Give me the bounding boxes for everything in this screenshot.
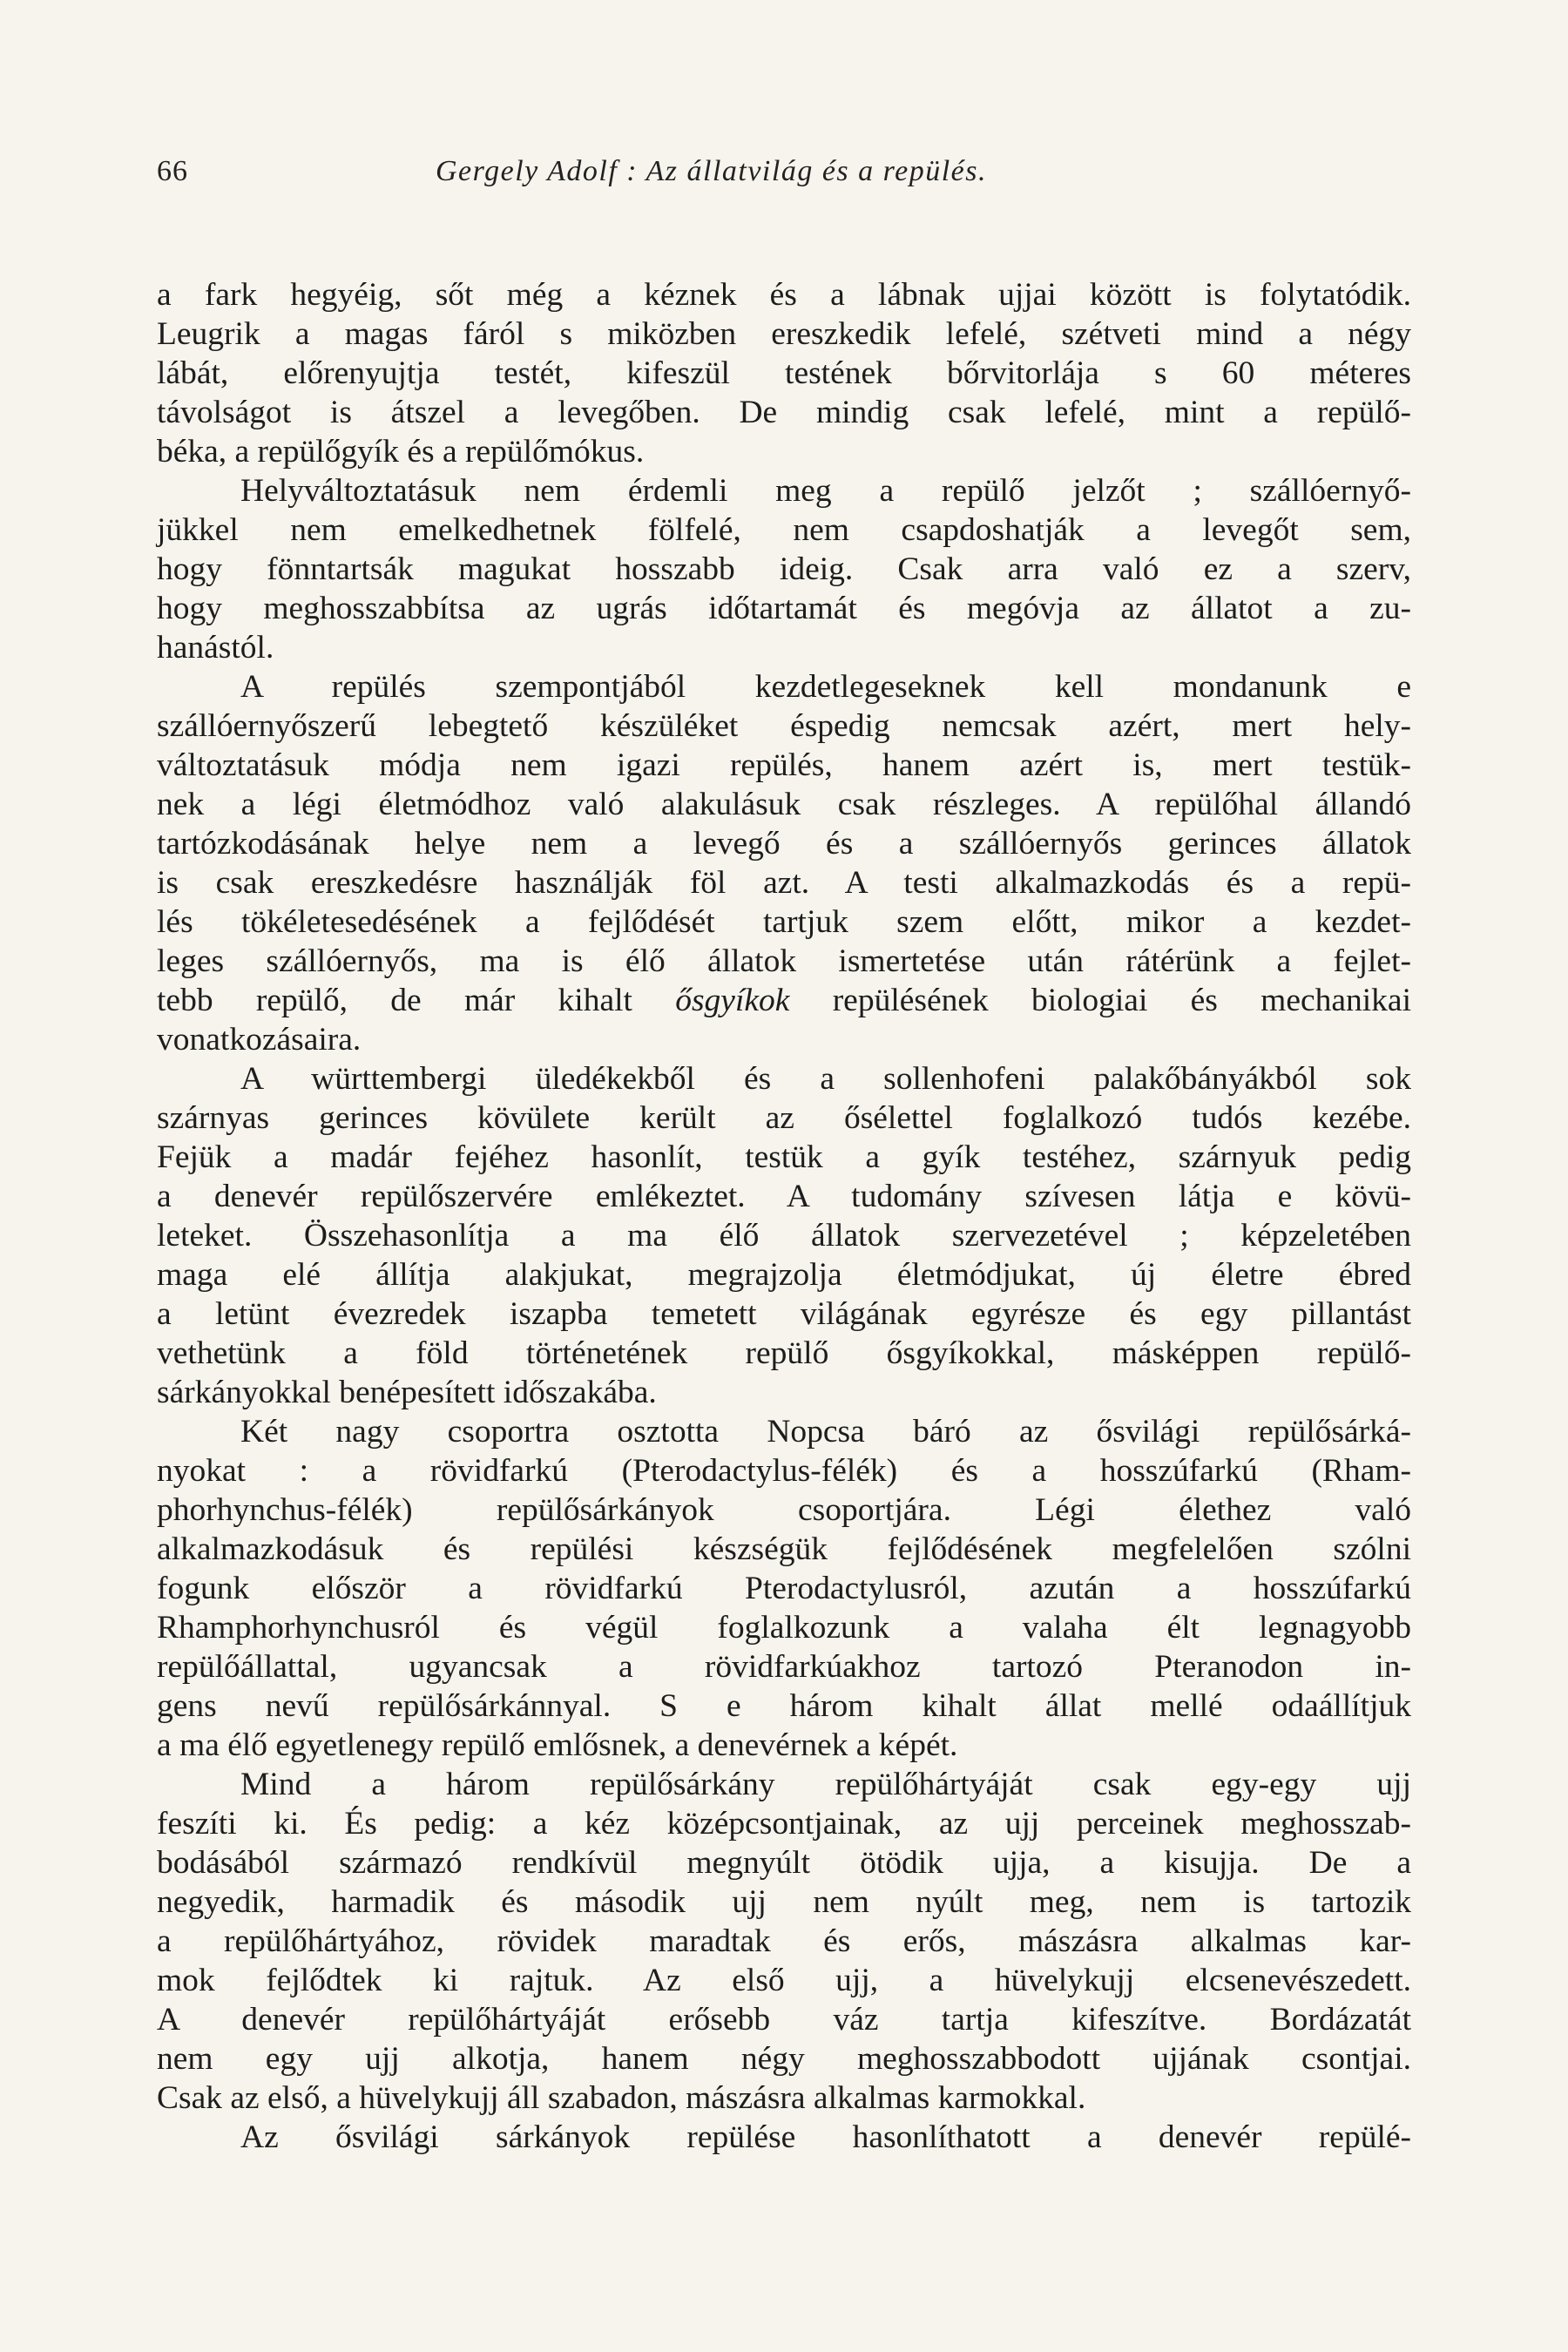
running-head	[157, 155, 1411, 199]
text-line: negyedik, harmadik és második ujj nem nyúlt meg, nem is tartozik	[157, 1884, 1411, 1920]
emphasized-term: ősgyíkok	[675, 983, 790, 1018]
text-segment: repülésének biologiai és mechanikai	[789, 983, 1411, 1018]
text-line: maga elé állítja alakjukat, megrajzolja életmódjukat, új életre ébred	[157, 1257, 1411, 1293]
text-line: A denevér repülőhártyáját erősebb váz tartja kifeszítve. Bordázatát	[157, 2002, 1411, 2038]
text-line: Helyváltoztatásuk nem érdemli meg a repülő jelzőt ; szállóernyő-	[240, 473, 1411, 509]
text-line: hanástól.	[157, 630, 274, 666]
text-line: a fark hegyéig, sőt még a kéznek és a lábnak ujjai között is folytatódik.	[157, 277, 1411, 313]
text-line: nem egy ujj alkotja, hanem négy meghosszabbodott ujjának csontjai.	[157, 2041, 1411, 2077]
text-line: Leugrik a magas fáról s miközben ereszkedik lefelé, szétveti mind a négy	[157, 316, 1411, 352]
text-line: is csak ereszkedésre használják föl azt. A testi alkalmazkodás és a repü-	[157, 865, 1411, 901]
body-text	[157, 275, 1411, 2157]
text-segment: tebb repülő, de már kihalt	[157, 983, 676, 1018]
text-line: A württembergi üledékekből és a sollenhofeni palakőbányákból sok	[240, 1061, 1411, 1097]
text-line: mok fejlődtek ki rajtuk. Az első ujj, a hüvelykujj elcsenevészedett.	[157, 1963, 1411, 1998]
text-line: leteket. Összehasonlítja a ma élő állatok szervezetével ; képzeletében	[157, 1218, 1411, 1254]
text-line: Két nagy csoportra osztotta Nopcsa báró az ősvilági repülősárká-	[240, 1414, 1411, 1450]
text-line: Mind a három repülősárkány repülőhártyáját csak egy-egy ujj	[240, 1767, 1411, 1802]
text-line: Csak az első, a hüvelykujj áll szabadon, mászásra alkalmas karmokkal.	[157, 2080, 1086, 2116]
text-line: Az ősvilági sárkányok repülése hasonlíthatott a denevér repülé-	[240, 2119, 1411, 2155]
text-line: lábát, előrenyujtja testét, kifeszül testének bőrvitorlája s 60 méteres	[157, 355, 1411, 391]
text-line: phorhynchus-félék) repülősárkányok csoportjára. Légi élethez való	[157, 1492, 1411, 1528]
text-line: hogy fönntartsák magukat hosszabb ideig. Csak arra való ez a szerv,	[157, 551, 1411, 587]
text-line: vethetünk a föld történetének repülő ősgyíkokkal, másképpen repülő-	[157, 1335, 1411, 1371]
text-line: A repülés szempontjából kezdetlegeseknek kell mondanunk e	[240, 669, 1411, 705]
text-line: a repülőhártyához, rövidek maradtak és erős, mászásra alkalmas kar-	[157, 1923, 1411, 1959]
text-line-mixed	[157, 981, 1411, 1020]
text-line: bodásából származó rendkívül megnyúlt ötödik ujja, a kisujja. De a	[157, 1845, 1411, 1881]
text-line: a ma élő egyetlenegy repülő emlősnek, a denevérnek a képét.	[157, 1727, 958, 1763]
text-line: alkalmazkodásuk és repülési készségük fejlődésének megfelelően szólni	[157, 1531, 1411, 1567]
text-line: a letünt évezredek iszapba temetett világának egyrésze és egy pillantást	[157, 1296, 1411, 1332]
text-line: repülőállattal, ugyancsak a rövidfarkúakhoz tartozó Pteranodon in-	[157, 1649, 1411, 1685]
text-line: lés tökéletesedésének a fejlődését tartjuk szem előtt, mikor a kezdet-	[157, 904, 1411, 940]
text-line: nyokat : a rövidfarkú (Pterodactylus-félék) és a hosszúfarkú (Rham-	[157, 1453, 1411, 1489]
page-number: 66	[157, 155, 188, 187]
text-line: jükkel nem emelkedhetnek fölfelé, nem csapdoshatják a levegőt sem,	[157, 512, 1411, 548]
text-line: vonatkozásaira.	[157, 1022, 362, 1058]
text-line: fogunk először a rövidfarkú Pterodactylusról, azután a hosszúfarkú	[157, 1571, 1411, 1606]
text-line: nek a légi életmódhoz való alakulásuk csak részleges. A repülőhal állandó	[157, 787, 1411, 822]
text-line: sárkányokkal benépesített időszakába.	[157, 1375, 657, 1410]
text-line: tartózkodásának helye nem a levegő és a szállóernyős gerinces állatok	[157, 826, 1411, 862]
text-line: szárnyas gerinces kövülete került az ősélettel foglalkozó tudós kezébe.	[157, 1100, 1411, 1136]
text-line: hogy meghosszabbítsa az ugrás időtartamát és megóvja az állatot a zu-	[157, 591, 1411, 626]
text-line: változtatásuk módja nem igazi repülés, hanem azért is, mert testük-	[157, 747, 1411, 783]
text-line: feszíti ki. És pedig: a kéz középcsontjainak, az ujj perceinek meghosszab-	[157, 1806, 1411, 1842]
running-title: Gergely Adolf : Az állatvilág és a repülés.	[436, 155, 987, 187]
text-line: távolságot is átszel a levegőben. De mindig csak lefelé, mint a repülő-	[157, 395, 1411, 430]
text-line: Fejük a madár fejéhez hasonlít, testük a gyík testéhez, szárnyuk pedig	[157, 1139, 1411, 1175]
text-line: gens nevű repülősárkánnyal. S e három kihalt állat mellé odaállítjuk	[157, 1688, 1411, 1724]
text-line: leges szállóernyős, ma is élő állatok ismertetése után rátérünk a fejlet-	[157, 943, 1411, 979]
text-line: béka, a repülőgyík és a repülőmókus.	[157, 434, 645, 470]
text-line: Rhamphorhynchusról és végül foglalkozunk a valaha élt legnagyobb	[157, 1610, 1411, 1646]
text-line: a denevér repülőszervére emlékeztet. A tudomány szívesen látja e kövü-	[157, 1179, 1411, 1214]
text-line: szállóernyőszerű lebegtető készüléket éspedig nemcsak azért, mert hely-	[157, 708, 1411, 744]
